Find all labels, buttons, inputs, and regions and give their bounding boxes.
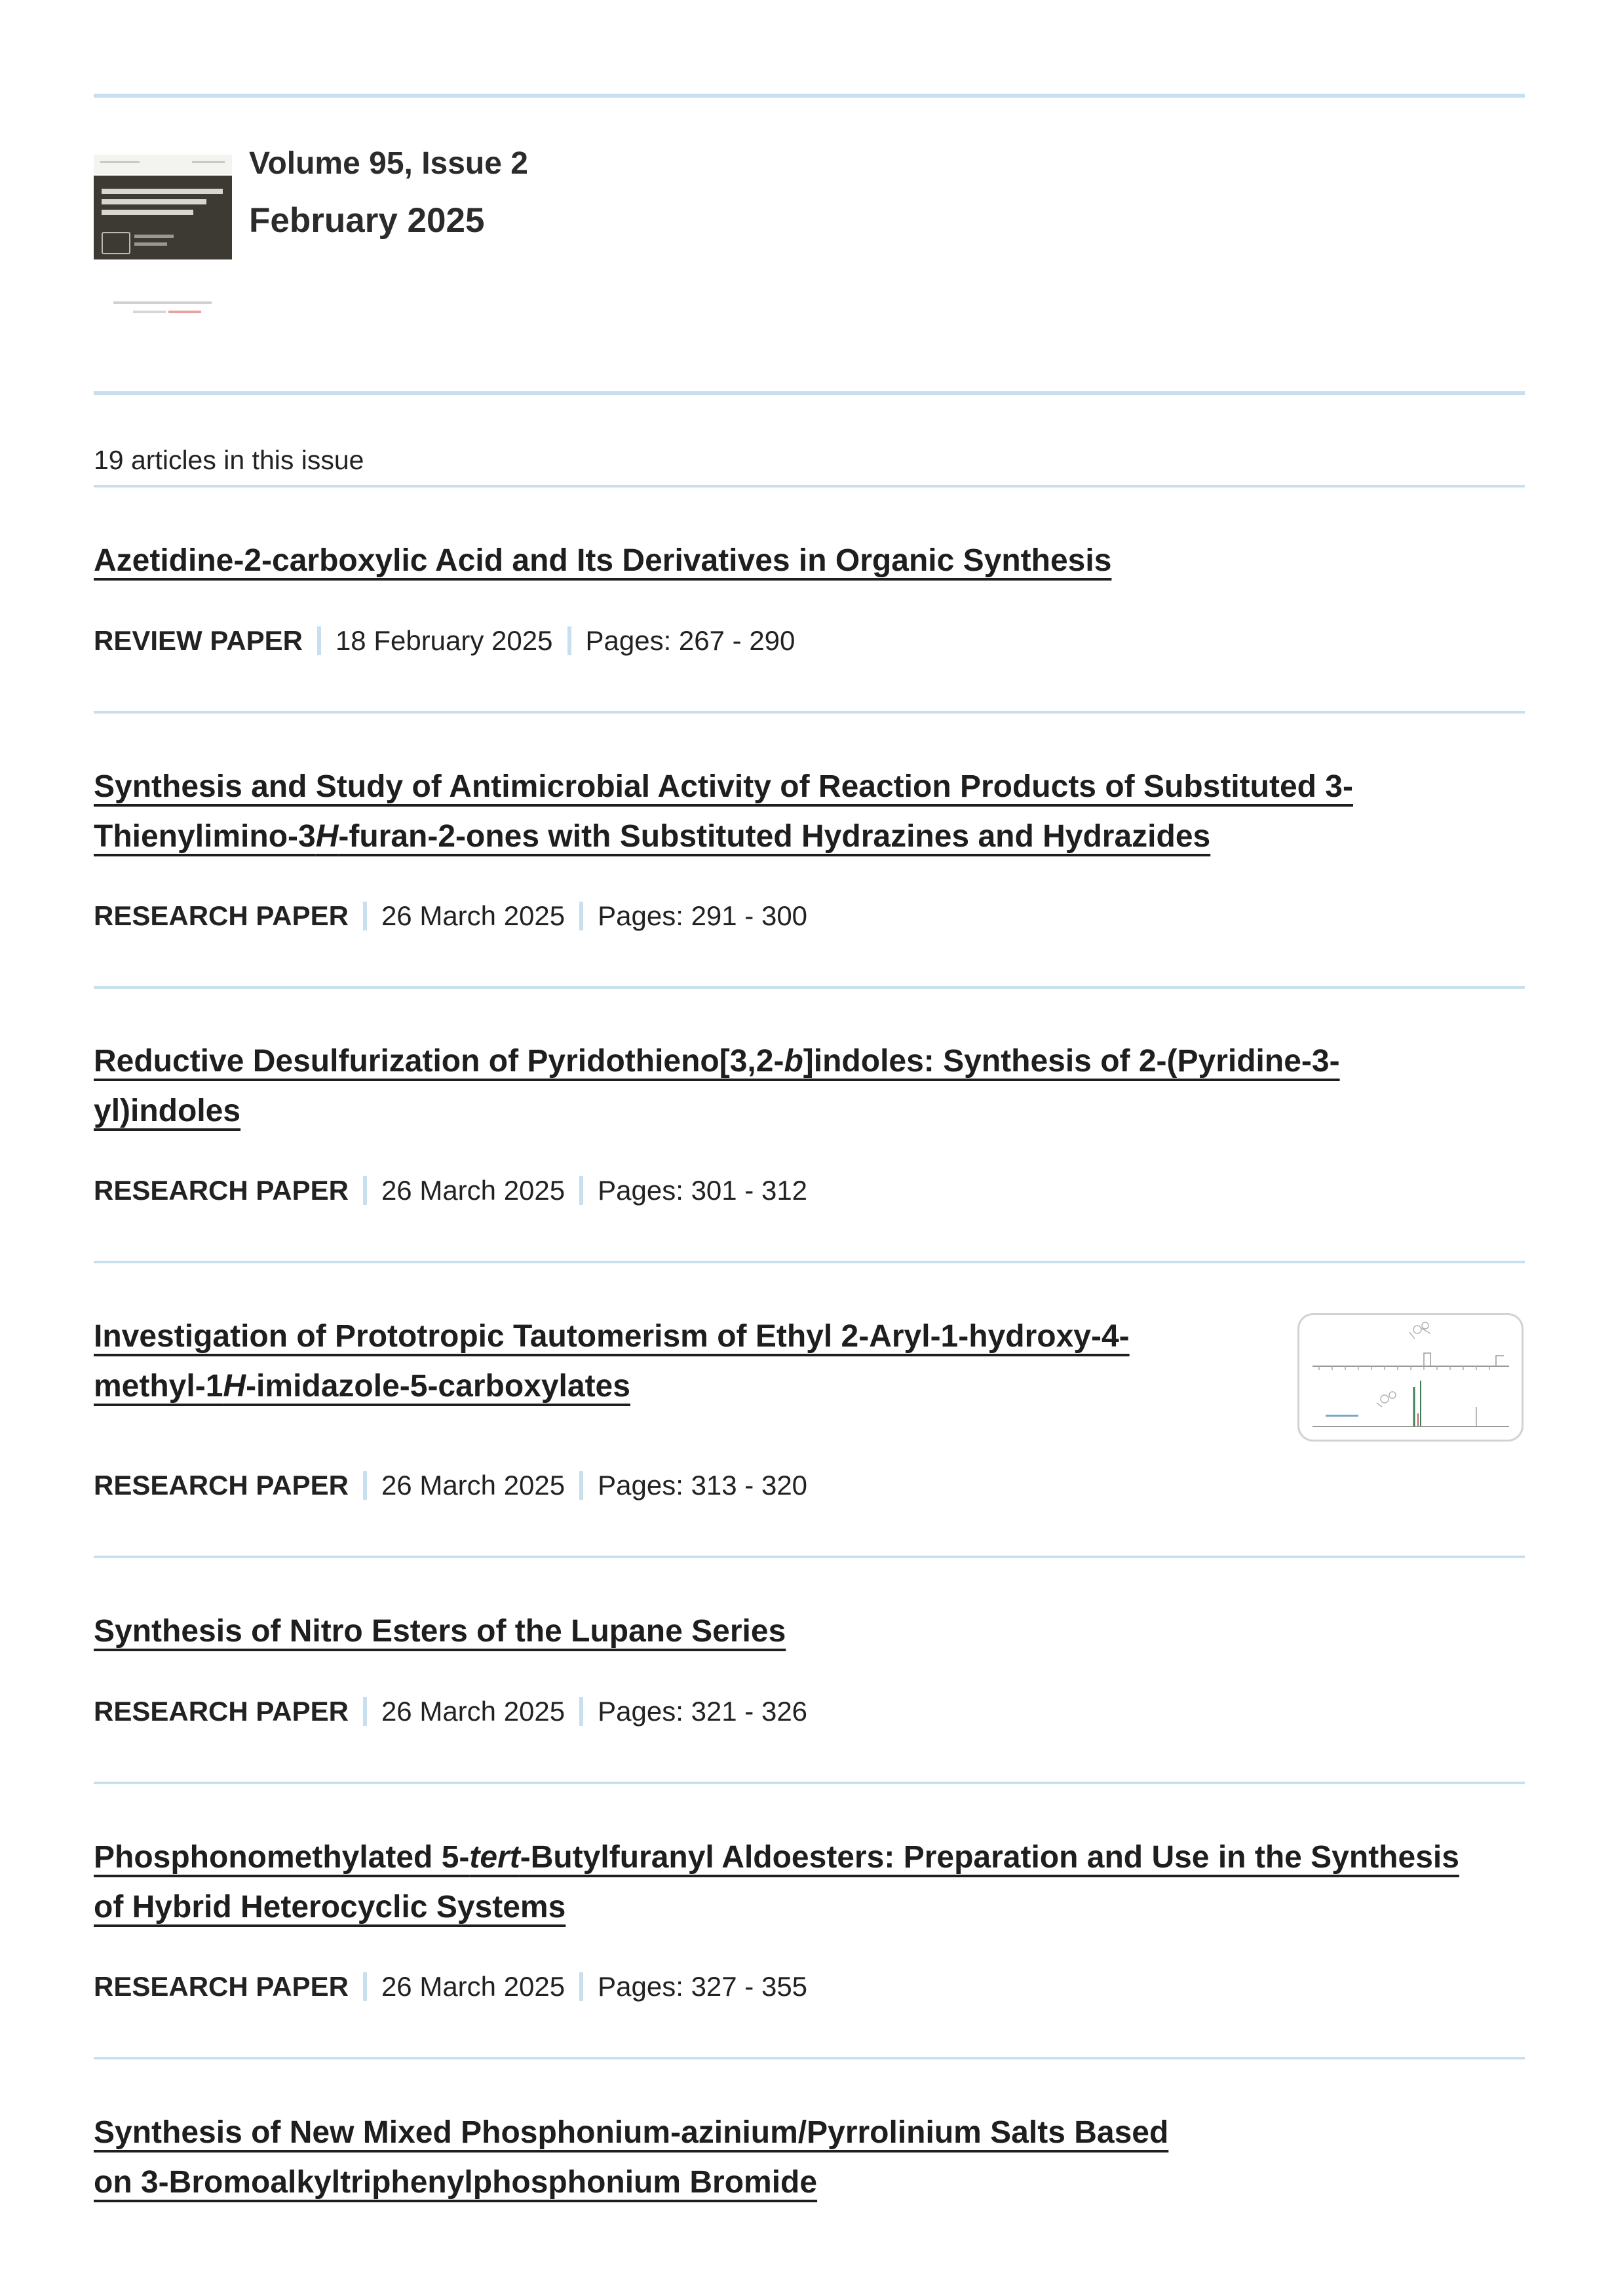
title-segment: Reductive Desulfurization of Pyridothieno[3,2- — [94, 1044, 784, 1079]
meta-separator — [579, 902, 583, 930]
article-title-line[interactable] — [94, 1607, 1525, 1656]
article-title-line[interactable] — [94, 762, 1525, 812]
journal-cover-image[interactable] — [94, 155, 232, 325]
article-type: RESEARCH PAPER — [94, 900, 349, 931]
article-divider — [94, 1556, 1525, 1558]
article-divider — [94, 986, 1525, 989]
title-segment: tert — [469, 1840, 520, 1875]
article-meta-6 — [94, 1971, 807, 2002]
article-title-link[interactable] — [94, 1044, 1340, 1079]
article-divider — [94, 1261, 1525, 1263]
title-segment: H — [223, 1369, 246, 1404]
meta-separator — [579, 1697, 583, 1726]
article-divider — [94, 711, 1525, 714]
article-date: 26 March 2025 — [381, 1175, 565, 1206]
article-title-4[interactable] — [94, 1312, 1286, 1411]
article-date: 26 March 2025 — [381, 1470, 565, 1501]
article-title-line[interactable] — [94, 1883, 1525, 1932]
article-divider — [94, 1782, 1525, 1784]
article-title-line[interactable] — [94, 1312, 1286, 1362]
article-title-line[interactable] — [94, 2108, 1525, 2158]
article-type: REVIEW PAPER — [94, 625, 303, 656]
article-title-link[interactable] — [94, 769, 1353, 804]
article-meta-1 — [94, 625, 795, 657]
title-segment: -furan-2-ones with Substituted Hydrazines and Hydrazides — [338, 819, 1211, 854]
article-date: 18 February 2025 — [335, 625, 553, 656]
meta-separator — [579, 1471, 583, 1500]
article-title-1[interactable] — [94, 536, 1525, 586]
title-segment: Azetidine-2-carboxylic Acid and Its Derivatives in Organic Synthesis — [94, 543, 1112, 578]
title-segment: on 3-Bromoalkyltriphenylphosphonium Bromide — [94, 2165, 818, 2200]
article-pages: Pages: 313 - 320 — [598, 1470, 808, 1501]
article-title-link[interactable] — [94, 1840, 1459, 1875]
meta-separator — [363, 1972, 367, 2001]
title-segment: Synthesis and Study of Antimicrobial Activity of Reaction Products of Substituted 3- — [94, 769, 1353, 804]
article-title-link[interactable] — [94, 543, 1111, 578]
meta-separator — [363, 1471, 367, 1500]
header-divider — [94, 391, 1525, 395]
title-segment: b — [784, 1044, 803, 1079]
title-segment: Synthesis of Nitro Esters of the Lupane Series — [94, 1614, 786, 1649]
article-type: RESEARCH PAPER — [94, 1971, 349, 2002]
article-title-2[interactable] — [94, 762, 1525, 862]
article-pages: Pages: 291 - 300 — [598, 900, 808, 931]
article-title-line[interactable] — [94, 1362, 1286, 1411]
title-segment: methyl-1 — [94, 1369, 223, 1404]
issue-volume: Volume 95, Issue 2 — [249, 146, 528, 181]
meta-separator — [579, 1176, 583, 1205]
article-pages: Pages: 267 - 290 — [585, 625, 795, 656]
article-meta-4 — [94, 1470, 807, 1501]
article-title-line[interactable] — [94, 536, 1525, 586]
nmr-spectrum-thumbnail-icon[interactable] — [1297, 1313, 1524, 1442]
title-segment: -imidazole-5-carboxylates — [246, 1369, 630, 1404]
top-divider — [94, 94, 1525, 98]
meta-separator — [579, 1972, 583, 2001]
article-title-link[interactable] — [94, 2115, 1168, 2150]
article-pages: Pages: 301 - 312 — [598, 1175, 808, 1206]
article-meta-5 — [94, 1696, 807, 1727]
article-divider — [94, 2057, 1525, 2059]
article-title-6[interactable] — [94, 1833, 1525, 1932]
article-title-3[interactable] — [94, 1037, 1525, 1136]
meta-separator — [363, 1697, 367, 1726]
meta-separator — [317, 626, 321, 655]
article-title-link[interactable] — [94, 819, 1210, 854]
title-segment: ]indoles: Synthesis of 2-(Pyridine-3- — [803, 1044, 1340, 1079]
article-title-link[interactable] — [94, 1369, 630, 1404]
article-title-line[interactable] — [94, 2158, 1525, 2208]
article-date: 26 March 2025 — [381, 1696, 565, 1727]
publisher-logo-icon — [113, 300, 212, 317]
article-title-line[interactable] — [94, 1037, 1525, 1086]
issue-date: February 2025 — [249, 201, 485, 240]
title-segment: H — [315, 819, 339, 854]
article-title-link[interactable] — [94, 2165, 817, 2200]
article-pages: Pages: 321 - 326 — [598, 1696, 808, 1727]
article-meta-3 — [94, 1175, 807, 1206]
meta-separator — [363, 902, 367, 930]
article-title-line[interactable] — [94, 1086, 1525, 1136]
article-type: RESEARCH PAPER — [94, 1175, 349, 1206]
meta-separator — [363, 1176, 367, 1205]
title-segment: Phosphonomethylated 5- — [94, 1840, 470, 1875]
article-type: RESEARCH PAPER — [94, 1696, 349, 1727]
article-meta-2 — [94, 900, 807, 932]
article-type: RESEARCH PAPER — [94, 1470, 349, 1501]
article-pages: Pages: 327 - 355 — [598, 1971, 808, 2002]
article-title-link[interactable] — [94, 1890, 565, 1924]
title-segment: of Hybrid Heterocyclic Systems — [94, 1890, 566, 1924]
meta-separator — [567, 626, 571, 655]
title-segment: Investigation of Prototropic Tautomerism of Ethyl 2-Aryl-1-hydroxy-4- — [94, 1319, 1130, 1354]
article-title-7[interactable] — [94, 2108, 1525, 2208]
title-segment: Thienylimino-3 — [94, 819, 316, 854]
title-segment: yl)indoles — [94, 1094, 241, 1128]
article-date: 26 March 2025 — [381, 1971, 565, 2002]
article-title-line[interactable] — [94, 1833, 1525, 1883]
article-title-5[interactable] — [94, 1607, 1525, 1656]
list-top-divider — [94, 485, 1525, 488]
article-title-link[interactable] — [94, 1319, 1130, 1354]
article-date: 26 March 2025 — [381, 900, 565, 931]
article-count: 19 articles in this issue — [94, 445, 364, 475]
title-segment: Synthesis of New Mixed Phosphonium-azinium/Pyrrolinium Salts Based — [94, 2115, 1169, 2150]
title-segment: -Butylfuranyl Aldoesters: Preparation and Use in the Synthesis — [520, 1840, 1459, 1875]
article-title-link[interactable] — [94, 1614, 786, 1649]
article-title-line[interactable] — [94, 812, 1525, 862]
article-title-link[interactable] — [94, 1094, 240, 1128]
